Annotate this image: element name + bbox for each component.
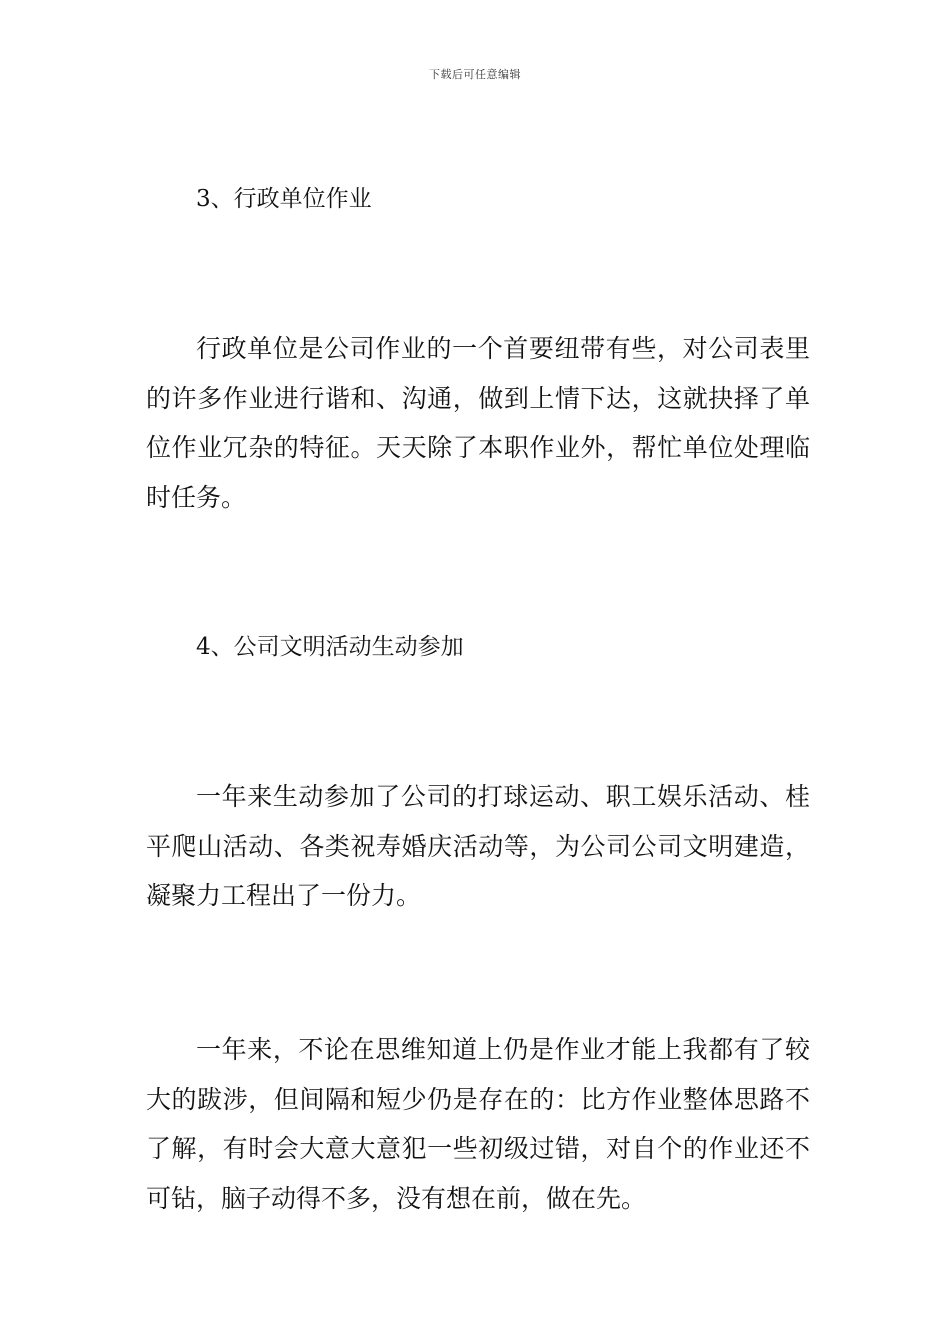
section-paragraph-3: 行政单位是公司作业的一个首要纽带有些，对公司表里的许多作业进行谐和、沟通，做到上情下达，这就抉择了单位作业冗杂的特征。天天除了本职作业外，帮忙单位处理临时任务。 [146, 334, 810, 512]
section-heading-3: 3、行政单位作业 [196, 186, 372, 212]
header-note: 下载后可任意编辑 [429, 68, 521, 81]
section-heading-4: 4、公司文明活动生动参加 [196, 634, 464, 660]
closing-paragraph: 一年来，不论在思维知道上仍是作业才能上我都有了较大的跋涉，但间隔和短少仍是存在的：比方作业整体思路不了解，有时会大意大意犯一些初级过错，对自个的作业还不可钻，脑子动得不多，没有想在前，做在先。 [146, 1035, 810, 1213]
section-paragraph-4: 一年来生动参加了公司的打球运动、职工娱乐活动、桂平爬山活动、各类祝寿婚庆活动等，为公司公司文明建造，凝聚力工程出了一份力。 [146, 782, 810, 910]
